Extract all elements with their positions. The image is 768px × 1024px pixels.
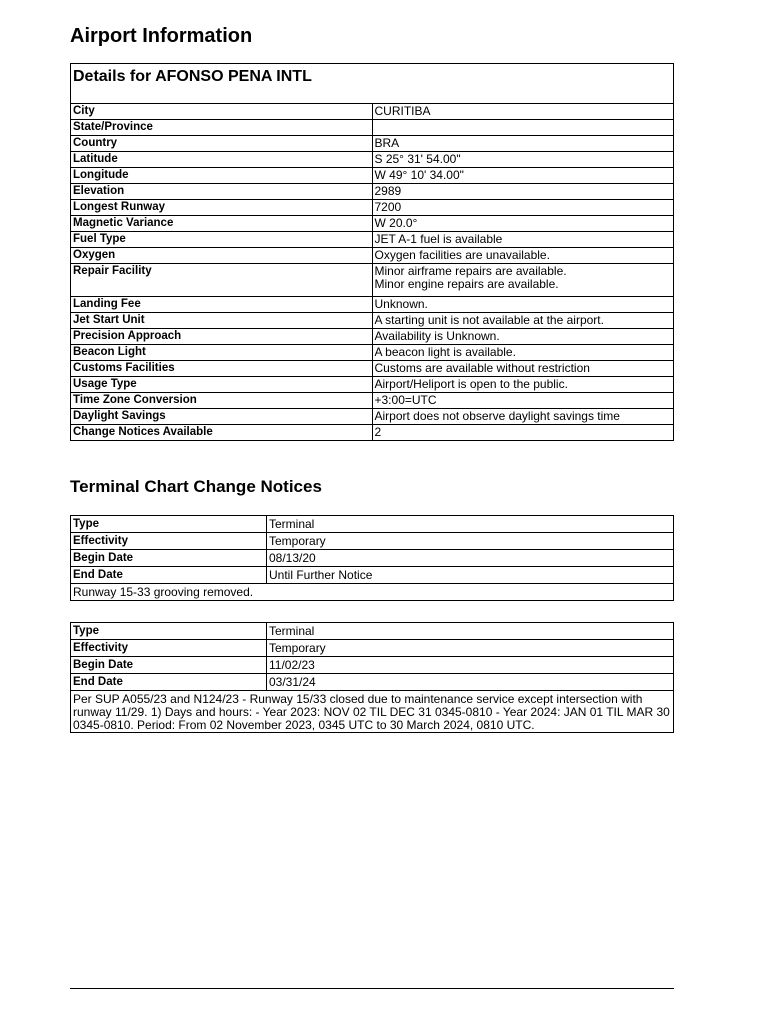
field-label: Precision Approach [71, 329, 373, 345]
notices-section-title: Terminal Chart Change Notices [70, 477, 322, 496]
field-value-change-notices-available: 2 [372, 425, 674, 441]
field-label: Longitude [71, 168, 373, 184]
notice-type-value: Terminal [267, 623, 674, 640]
field-value-elevation: 2989 [372, 184, 674, 200]
notice-description: Per SUP A055/23 and N124/23 - Runway 15/33 closed due to maintenance service except intersection with runway 11/29. 1) Days and hours: - Year 2023: NOV 02 TIL DEC 31 0345-0810 - Year 2024: JAN 01 TIL MAR 30 0345-0810. Period: From 02 November 2023, 0345 UTC to 30 March 2024, 0810 UTC. [71, 691, 674, 733]
field-value-landing-fee: Unknown. [372, 297, 674, 313]
field-value-oxygen: Oxygen facilities are unavailable. [372, 248, 674, 264]
details-header: Details for AFONSO PENA INTL [71, 64, 674, 104]
field-label: State/Province [71, 120, 373, 136]
field-label: Customs Facilities [71, 361, 373, 377]
field-value-fuel-type: JET A-1 fuel is available [372, 232, 674, 248]
field-label: Change Notices Available [71, 425, 373, 441]
field-label: Daylight Savings [71, 409, 373, 425]
notice-effectivity-value: Temporary [267, 640, 674, 657]
notice-end-date-label: End Date [71, 567, 267, 584]
field-value-country: BRA [372, 136, 674, 152]
field-value-latitude: S 25° 31' 54.00" [372, 152, 674, 168]
notice-effectivity-value: Temporary [267, 533, 674, 550]
change-notice-table [70, 515, 674, 601]
field-label: Longest Runway [71, 200, 373, 216]
field-label: Beacon Light [71, 345, 373, 361]
field-label: Latitude [71, 152, 373, 168]
field-label: Time Zone Conversion [71, 393, 373, 409]
field-label: Oxygen [71, 248, 373, 264]
field-label: Repair Facility [71, 264, 373, 297]
notice-begin-date-label: Begin Date [71, 550, 267, 567]
repair-airframe-text: Minor airframe repairs are available. [374, 264, 567, 278]
change-notice-table [70, 622, 674, 733]
field-value-daylight-savings: Airport does not observe daylight savings time [372, 409, 674, 425]
notice-type-value: Terminal [267, 516, 674, 533]
field-label: City [71, 104, 373, 120]
field-label: Landing Fee [71, 297, 373, 313]
field-value-time-zone-conversion: +3:00=UTC [372, 393, 674, 409]
field-value-state-province [372, 120, 674, 136]
field-value-city: CURITIBA [372, 104, 674, 120]
notice-begin-date-value: 11/02/23 [267, 657, 674, 674]
repair-engine-text: Minor engine repairs are available. [374, 277, 559, 291]
page-title: Airport Information [70, 25, 253, 47]
footer-divider [70, 988, 674, 989]
notice-type-label: Type [71, 516, 267, 533]
notice-end-date-value: 03/31/24 [267, 674, 674, 691]
notice-effectivity-label: Effectivity [71, 533, 267, 550]
field-value-jet-start-unit: A starting unit is not available at the airport. [372, 313, 674, 329]
field-label: Elevation [71, 184, 373, 200]
notice-end-date-value: Until Further Notice [267, 567, 674, 584]
field-value-customs-facilities: Customs are available without restriction [372, 361, 674, 377]
notice-type-label: Type [71, 623, 267, 640]
notice-begin-date-label: Begin Date [71, 657, 267, 674]
field-value-magnetic-variance: W 20.0° [372, 216, 674, 232]
field-value-precision-approach: Availability is Unknown. [372, 329, 674, 345]
notice-effectivity-label: Effectivity [71, 640, 267, 657]
field-label: Jet Start Unit [71, 313, 373, 329]
notice-begin-date-value: 08/13/20 [267, 550, 674, 567]
field-label: Country [71, 136, 373, 152]
field-value-usage-type: Airport/Heliport is open to the public. [372, 377, 674, 393]
field-label: Fuel Type [71, 232, 373, 248]
field-label: Magnetic Variance [71, 216, 373, 232]
field-value-repair-facility [372, 264, 674, 297]
field-label: Usage Type [71, 377, 373, 393]
field-value-longest-runway: 7200 [372, 200, 674, 216]
airport-details-table [70, 63, 674, 441]
field-value-longitude: W 49° 10' 34.00" [372, 168, 674, 184]
field-value-beacon-light: A beacon light is available. [372, 345, 674, 361]
notice-end-date-label: End Date [71, 674, 267, 691]
notice-description: Runway 15-33 grooving removed. [71, 584, 674, 601]
